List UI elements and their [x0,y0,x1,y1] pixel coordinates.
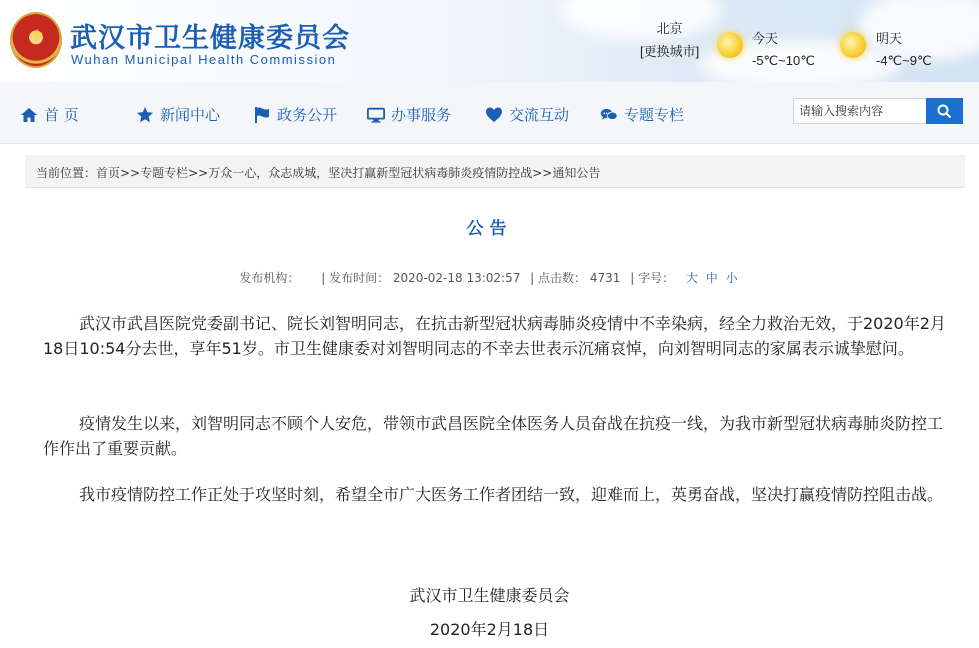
site-header [0,0,979,82]
article-meta [0,269,979,286]
search-input[interactable] [793,98,926,124]
search-box [793,98,963,124]
font-medium-button[interactable]: 中 [705,271,718,285]
tomorrow-temp: -4℃~9℃ [876,53,932,68]
nav-item-special-topics[interactable] [600,104,684,125]
weather-today [752,28,815,69]
font-large-button[interactable]: 大 [685,271,698,285]
tomorrow-label: 明天 [876,31,903,46]
today-label: 今天 [752,31,779,46]
site-title: 武汉市卫生健康委员会 [70,23,350,54]
site-subtitle: Wuhan Municipal Health Commission [71,52,337,67]
article-date: 2020年2月18日 [429,620,550,639]
nav-label: 专题专栏 [624,106,685,124]
nav-label: 办事服务 [391,106,452,124]
meta-author: 发布机构： [239,271,300,285]
weather-city [640,18,699,60]
article-title: 公告 [466,219,513,239]
nav-item-interaction[interactable] [485,104,569,125]
meta-font-size: | 字号： [630,271,675,285]
chat-icon [600,106,618,124]
font-small-button[interactable]: 小 [725,271,738,285]
main-nav [0,82,979,144]
change-city-link[interactable]: [更换城市] [640,44,700,59]
nav-label: 交流互动 [509,106,570,124]
nav-label: 政务公开 [277,106,338,124]
meta-time: | 发布时间： 2020-02-18 13:02:57 [321,271,521,285]
article-paragraph: 我市疫情防控工作正处于攻坚时刻，希望全市广大医务工作者团结一致，迎难而上，英勇奋战，坚决打赢疫情防控阻击战。 [79,485,944,504]
nav-item-news[interactable] [136,104,220,125]
national-emblem-icon: ★ [10,12,62,68]
article-paragraph: 武汉市武昌医院党委副书记、院长刘智明同志，在抗击新型冠状病毒肺炎疫情中不幸染病，经全力救治无效，于2020年2月18日10:54分去世，享年51岁。市卫生健康委对刘智明同志的不幸去世表示沉痛哀悼，向刘智明同志的家属表示诚挚慰问。 [43,314,946,358]
article-signature: 武汉市卫生健康委员会 [409,586,570,605]
monitor-icon [367,106,385,124]
nav-item-services[interactable] [367,104,451,125]
flag-icon [253,106,271,124]
sun-icon [717,32,743,58]
weather-tomorrow [876,28,932,69]
city-name: 北京 [656,21,683,36]
meta-clicks: | 点击数： 4731 [530,271,621,285]
star-icon [136,106,154,124]
home-icon [20,106,38,124]
search-button[interactable] [926,98,963,124]
breadcrumb[interactable]: 当前位置：首页>>专题专栏>>万众一心，众志成城，坚决打赢新型冠状病毒肺炎疫情防控战>>通知公告 [25,155,965,188]
sun-icon [840,32,866,58]
today-temp: -5℃~10℃ [752,53,815,68]
article-paragraph: 疫情发生以来，刘智明同志不顾个人安危，带领市武昌医院全体医务人员奋战在抗疫一线，为我市新型冠状病毒肺炎防控工作作出了重要贡献。 [43,414,944,458]
nav-item-home[interactable] [20,104,79,125]
heart-icon [485,106,503,124]
nav-item-gov-affairs[interactable] [253,104,337,125]
nav-label: 首 页 [44,106,79,124]
nav-label: 新闻中心 [160,106,221,124]
search-icon [937,104,952,119]
